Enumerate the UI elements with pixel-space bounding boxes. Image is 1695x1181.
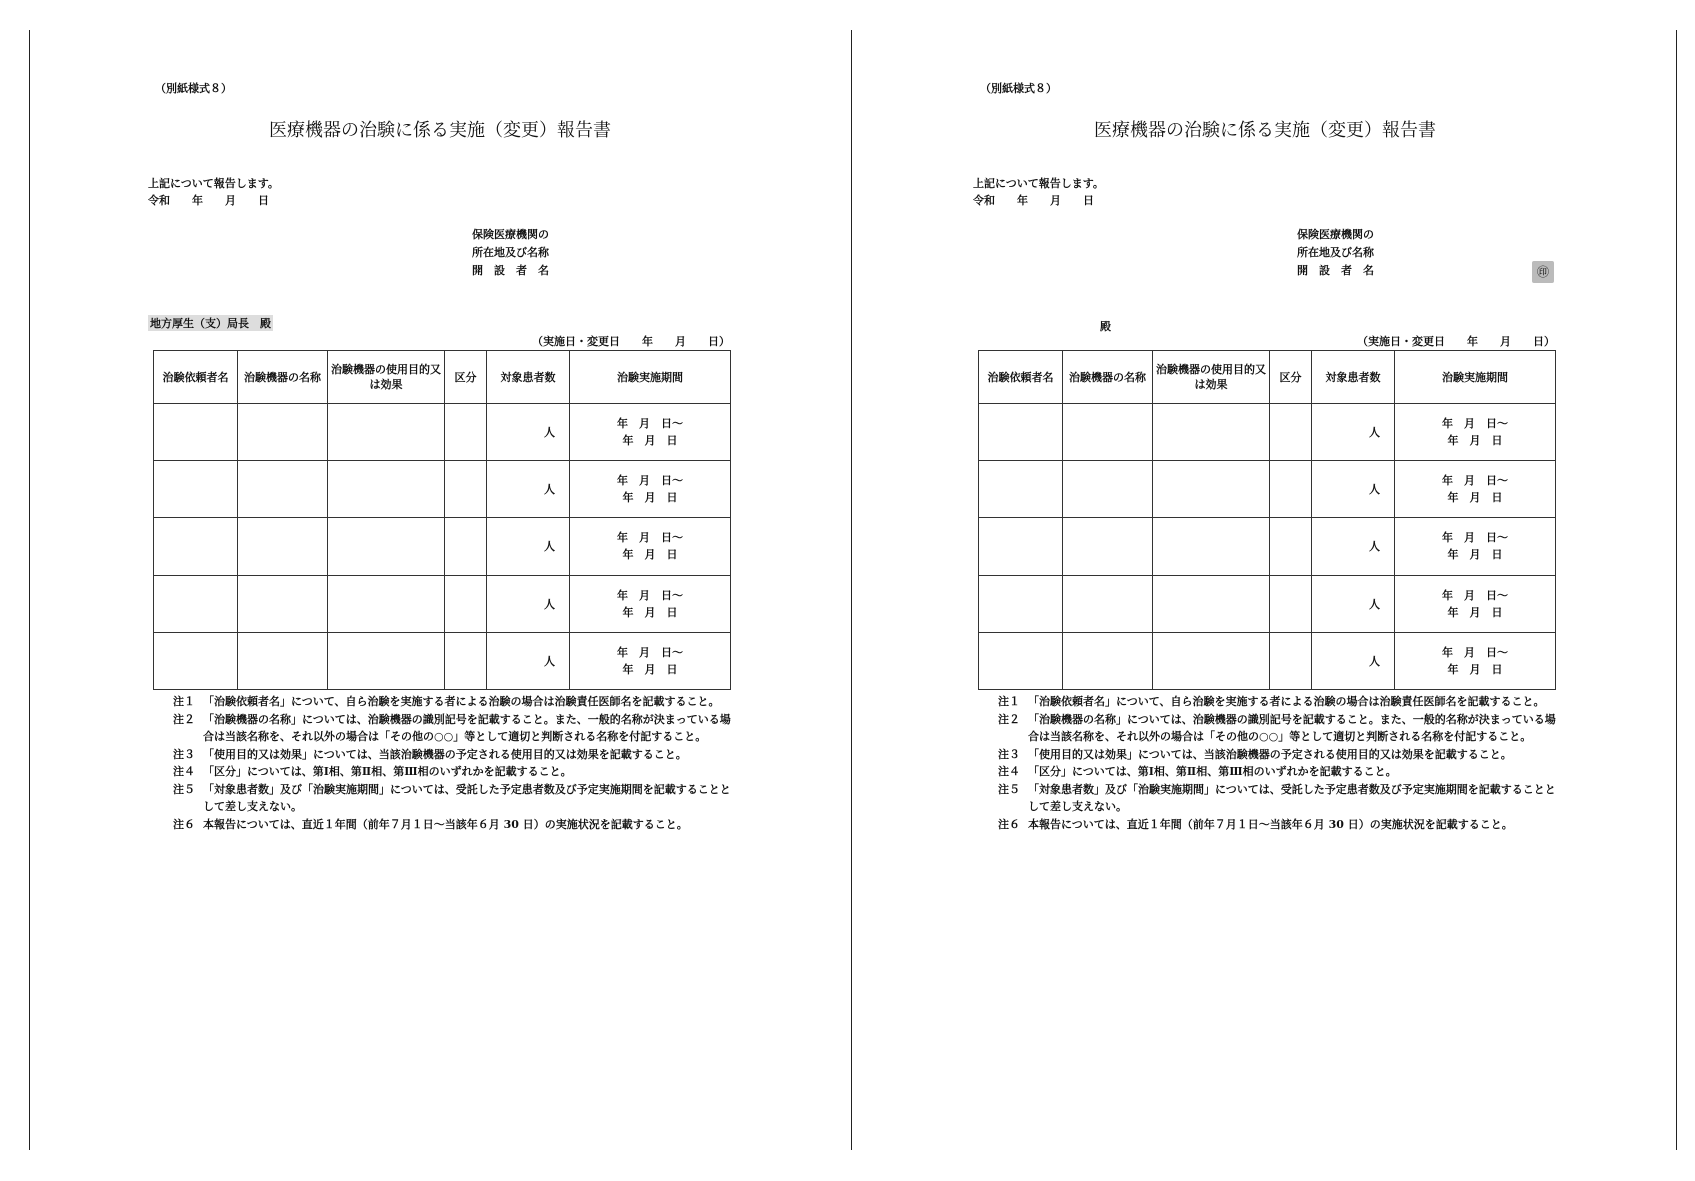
header-device-name: 治験機器の名称 (238, 351, 328, 404)
header-sponsor: 治験依頼者名 (154, 351, 238, 404)
header-category: 区分 (1270, 351, 1312, 404)
document-page-1 (145, 80, 735, 905)
note-5: 注５ 「対象患者数」及び「治験実施期間」については、受託した予定患者数及び予定実施期間を記載することとして差し支えない。 (173, 782, 731, 813)
institution-line-1: 保険医療機関の (1297, 228, 1374, 241)
note-4: 注４ 「区分」については、第Ⅰ相、第Ⅱ相、第Ⅲ相のいずれかを記載すること。 (173, 765, 572, 778)
note-1: 注１ 「治験依頼者名」について、自ら治験を実施する者による治験の場合は治験責任医師名を記載すること。 (998, 695, 1545, 708)
table-row (979, 518, 1556, 575)
header-sponsor: 治験依頼者名 (979, 351, 1063, 404)
table-row (154, 461, 731, 518)
table-row (979, 575, 1556, 632)
header-patients: 対象患者数 (487, 351, 570, 404)
table-header-row (979, 351, 1556, 404)
report-line: 上記について報告します。 (973, 177, 1104, 190)
page-title: 医療機器の治験に係る実施（変更）報告書 (269, 120, 611, 141)
addressee: 殿 (1100, 320, 1111, 333)
note-5: 注５ 「対象患者数」及び「治験実施期間」については、受託した予定患者数及び予定実施期間を記載することとして差し支えない。 (998, 782, 1556, 813)
people-unit: 人 (487, 632, 570, 689)
report-table (153, 350, 731, 690)
period-cell: 年 月 日～ 年 月 日 (570, 518, 731, 575)
header-period: 治験実施期間 (1395, 351, 1556, 404)
report-table (978, 350, 1556, 690)
period-cell: 年 月 日～ 年 月 日 (570, 404, 731, 461)
document-page-2 (970, 80, 1560, 905)
period-cell: 年 月 日～ 年 月 日 (570, 461, 731, 518)
header-device-name: 治験機器の名称 (1063, 351, 1153, 404)
institution-block (472, 226, 549, 280)
period-cell: 年 月 日～ 年 月 日 (570, 632, 731, 689)
form-label: （別紙様式８） (155, 82, 232, 95)
report-line: 上記について報告します。 (148, 177, 279, 190)
table-row (154, 518, 731, 575)
people-unit: 人 (487, 461, 570, 518)
notes (998, 693, 1558, 833)
note-1: 注１ 「治験依頼者名」について、自ら治験を実施する者による治験の場合は治験責任医師名を記載すること。 (173, 695, 720, 708)
people-unit: 人 (1312, 575, 1395, 632)
header-patients: 対象患者数 (1312, 351, 1395, 404)
table-header-row (154, 351, 731, 404)
implementation-date: （実施日・変更日 年 月 日） (1357, 335, 1555, 348)
note-6: 注６ 本報告については、直近１年間（前年７月１日～当該年６月 30 日）の実施状況を記載すること。 (998, 817, 1513, 831)
notes (173, 693, 733, 833)
institution-line-3: 開 設 者 名 (1297, 264, 1374, 277)
note-2: 注２ 「治験機器の名称」については、治験機器の識別記号を記載すること。また、一般的名称が決まっている場合は当該名称を、それ以外の場合は「その他の○○」等として適切と判断される名称を付記すること。 (998, 712, 1556, 743)
note-6: 注６ 本報告については、直近１年間（前年７月１日～当該年６月 30 日）の実施状況を記載すること。 (173, 817, 688, 831)
header-period: 治験実施期間 (570, 351, 731, 404)
table-row (154, 575, 731, 632)
header-category: 区分 (445, 351, 487, 404)
people-unit: 人 (487, 404, 570, 461)
date-line: 令和 年 月 日 (148, 194, 269, 207)
page-divider-middle (851, 30, 852, 1150)
note-3: 注３ 「使用目的又は効果」については、当該治験機器の予定される使用目的又は効果を記載すること。 (173, 747, 687, 761)
table-row (979, 461, 1556, 518)
table-row (154, 404, 731, 461)
period-cell: 年 月 日～ 年 月 日 (1395, 632, 1556, 689)
people-unit: 人 (1312, 404, 1395, 461)
people-unit: 人 (487, 518, 570, 575)
period-cell: 年 月 日～ 年 月 日 (1395, 575, 1556, 632)
form-label: （別紙様式８） (980, 82, 1057, 95)
period-cell: 年 月 日～ 年 月 日 (1395, 404, 1556, 461)
period-cell: 年 月 日～ 年 月 日 (1395, 518, 1556, 575)
implementation-date: （実施日・変更日 年 月 日） (532, 335, 730, 348)
note-3: 注３ 「使用目的又は効果」については、当該治験機器の予定される使用目的又は効果を記載すること。 (998, 747, 1512, 761)
page-divider-left (29, 30, 30, 1150)
people-unit: 人 (1312, 632, 1395, 689)
note-2: 注２ 「治験機器の名称」については、治験機器の識別記号を記載すること。また、一般的名称が決まっている場合は当該名称を、それ以外の場合は「その他の○○」等として適切と判断される名称を付記すること。 (173, 712, 731, 743)
table-row (979, 404, 1556, 461)
institution-block (1297, 226, 1374, 280)
header-purpose: 治験機器の使用目的又は効果 (1153, 351, 1270, 404)
people-unit: 人 (1312, 461, 1395, 518)
page-title: 医療機器の治験に係る実施（変更）報告書 (1094, 120, 1436, 141)
institution-line-2: 所在地及び名称 (472, 246, 549, 259)
period-cell: 年 月 日～ 年 月 日 (570, 575, 731, 632)
institution-line-3: 開 設 者 名 (472, 264, 549, 277)
people-unit: 人 (487, 575, 570, 632)
institution-line-1: 保険医療機関の (472, 228, 549, 241)
note-4: 注４ 「区分」については、第Ⅰ相、第Ⅱ相、第Ⅲ相のいずれかを記載すること。 (998, 765, 1397, 778)
table-row (979, 632, 1556, 689)
page-divider-right (1676, 30, 1677, 1150)
table-row (154, 632, 731, 689)
seal-icon: ㊞ (1532, 261, 1554, 283)
date-line: 令和 年 月 日 (973, 194, 1094, 207)
addressee: 地方厚生（支）局長 殿 (150, 317, 271, 330)
institution-line-2: 所在地及び名称 (1297, 246, 1374, 259)
header-purpose: 治験機器の使用目的又は効果 (328, 351, 445, 404)
people-unit: 人 (1312, 518, 1395, 575)
period-cell: 年 月 日～ 年 月 日 (1395, 461, 1556, 518)
